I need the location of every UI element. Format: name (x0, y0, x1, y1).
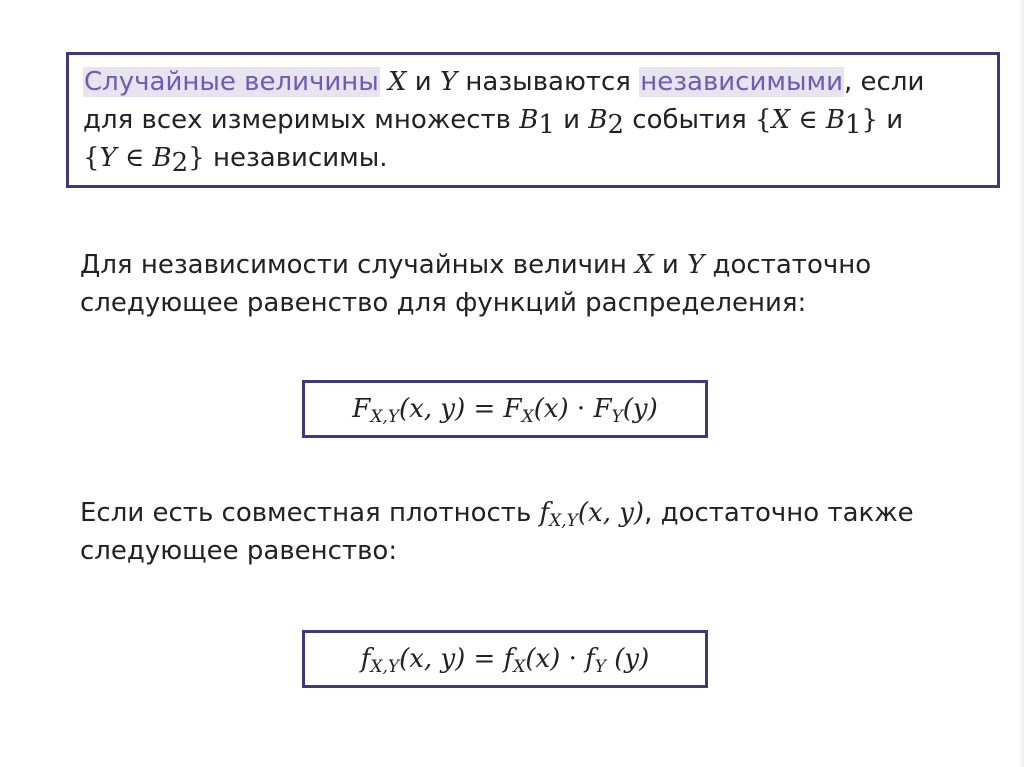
paragraph-cdf-line-1 (80, 246, 871, 284)
sub-2: 2 (607, 110, 625, 140)
var-x: X (388, 67, 407, 97)
symbol-f: f (360, 644, 371, 674)
var-x: X (771, 105, 791, 135)
text-and: и (653, 250, 688, 280)
slide-edge-shadow (1018, 0, 1024, 767)
brace-open: { (755, 105, 772, 135)
args-xy: (x, y) (399, 394, 466, 424)
symbol-F: F (352, 394, 371, 424)
var-b2: B (152, 143, 172, 173)
args-x: (x) (533, 394, 569, 424)
args-xy: (x, y) (399, 644, 466, 674)
subscript-x: X (513, 657, 526, 677)
var-b1: B (825, 105, 845, 135)
var-b2: B (588, 105, 608, 135)
symbol-F: F (593, 394, 612, 424)
multiply-dot: · (560, 644, 586, 674)
paragraph-density-line-2: следующее равенство: (80, 536, 398, 566)
text-called: называются (457, 67, 640, 97)
formula-cdf (352, 394, 658, 427)
text-events: события (624, 105, 755, 135)
subscript-y: Y (611, 407, 623, 427)
var-y: Y (439, 67, 458, 97)
subscript-y: Y (594, 657, 606, 677)
definition-line-1 (83, 63, 997, 101)
var-b1: B (519, 105, 539, 135)
var-y: Y (99, 143, 117, 173)
paragraph-cdf-line-2: следующее равенство для функций распределения: (80, 288, 807, 318)
text-and: и (878, 105, 904, 135)
brace-close: } (861, 105, 879, 135)
subscript-xy: X,Y (370, 657, 400, 677)
term-independent: независимыми (640, 67, 844, 97)
subscript-x: X (521, 407, 534, 427)
brace-open: { (83, 143, 100, 173)
definition-line-2 (83, 101, 997, 139)
definition-line-3 (83, 139, 997, 177)
text-and: и (406, 67, 440, 97)
sub-2: 2 (171, 148, 189, 178)
args-y: (y) (622, 394, 658, 424)
multiply-dot: · (568, 394, 594, 424)
symbol-F: F (503, 394, 522, 424)
formula-cdf-box (302, 380, 708, 438)
text-and: и (554, 105, 589, 135)
element-of-symbol: ∈ (116, 143, 153, 173)
args-y: (y) (605, 644, 650, 674)
equals-sign: = (465, 394, 504, 424)
equals-sign: = (465, 644, 504, 674)
subscript-xy: X,Y (549, 511, 578, 531)
text-for-independence: Для независимости случайных величин (80, 250, 636, 280)
subscript-xy: X,Y (370, 407, 400, 427)
element-of-symbol: ∈ (790, 105, 826, 135)
sub-1: 1 (844, 110, 862, 140)
symbol-f: f (585, 644, 595, 674)
args-x: (x) (525, 644, 561, 674)
paragraph-cdf (80, 246, 871, 322)
text-sufficient-also: , достаточно также (644, 498, 914, 528)
var-y: Y (687, 250, 705, 280)
text-measurable-sets: для всех измеримых множеств (83, 105, 520, 135)
text-sufficient: достаточно (704, 250, 872, 280)
formula-density (360, 644, 650, 677)
paragraph-density-line-1 (80, 494, 914, 532)
symbol-f: f (503, 644, 514, 674)
text-independent: независимы. (204, 143, 388, 173)
formula-density-box (302, 630, 708, 688)
args-xy: (x, y) (577, 498, 645, 528)
sub-1: 1 (538, 110, 555, 140)
brace-close: } (188, 143, 205, 173)
symbol-f: f (539, 498, 550, 528)
text-joint-density: Если есть совместная плотность (80, 498, 540, 528)
var-x: X (635, 250, 654, 280)
text-if: , если (844, 67, 925, 97)
paragraph-density (80, 494, 914, 570)
term-random-variables: Случайные величины (84, 67, 379, 97)
definition-box (66, 52, 1000, 188)
